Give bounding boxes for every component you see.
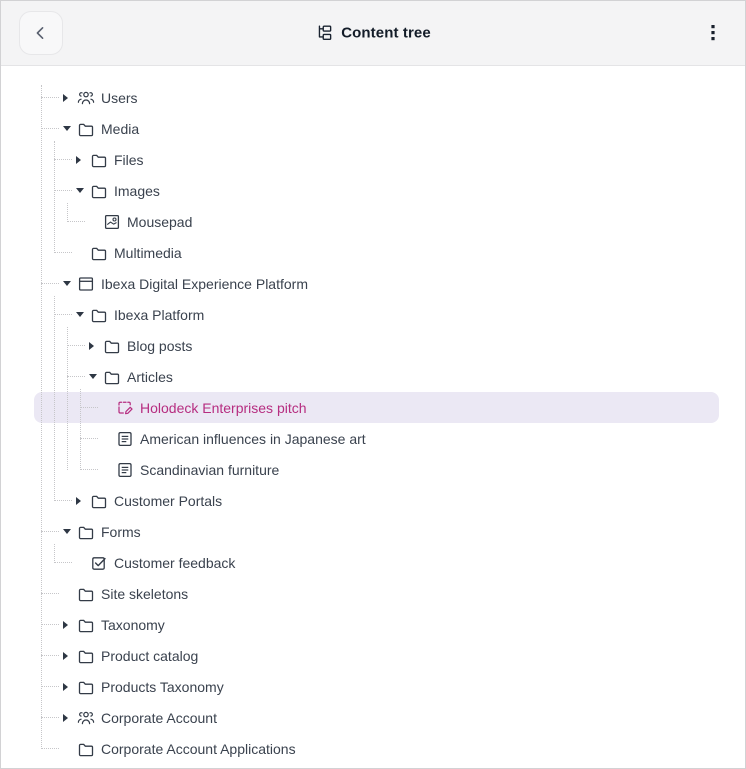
- tree-row[interactable]: Ibexa Platform: [54, 299, 745, 330]
- tree-node-images: [54, 175, 745, 237]
- tree-row[interactable]: Media: [41, 113, 745, 144]
- image-icon: [103, 213, 121, 231]
- tree-node-corporate-account: [41, 702, 745, 733]
- caret-right-icon[interactable]: [63, 652, 77, 660]
- tree-node-customer-feedback: [54, 547, 745, 578]
- tree-row[interactable]: Customer feedback: [54, 547, 745, 578]
- article-icon: [116, 461, 134, 479]
- tree-node-ibexa-dxp: [41, 268, 745, 516]
- tree-node-scandinavian-furniture: [80, 454, 745, 485]
- page-title: Content tree: [341, 24, 431, 42]
- tree-row[interactable]: Corporate Account: [41, 702, 745, 733]
- folder-icon: [90, 492, 108, 510]
- chevron-left-icon: [32, 24, 50, 42]
- tree-node-users: [41, 82, 745, 113]
- tree-row[interactable]: Mousepad: [67, 206, 745, 237]
- caret-right-icon[interactable]: [63, 621, 77, 629]
- caret-down-icon[interactable]: [63, 529, 77, 534]
- folder-icon: [77, 120, 95, 138]
- caret-down-icon[interactable]: [89, 374, 103, 379]
- folder-icon: [77, 585, 95, 603]
- caret-right-icon[interactable]: [63, 714, 77, 722]
- folder-icon: [90, 244, 108, 262]
- tree-node-ibexa-platform: [54, 299, 745, 485]
- folder-icon: [90, 182, 108, 200]
- folder-icon: [103, 337, 121, 355]
- caret-down-icon[interactable]: [76, 312, 90, 317]
- tree-node-multimedia: [54, 237, 745, 268]
- caret-down-icon[interactable]: [76, 188, 90, 193]
- caret-right-icon[interactable]: [89, 342, 103, 350]
- caret-right-icon[interactable]: [76, 497, 90, 505]
- content-tree: [1, 66, 745, 764]
- tree-row[interactable]: Multimedia: [54, 237, 745, 268]
- tree-row[interactable]: Taxonomy: [41, 609, 745, 640]
- folder-icon: [77, 740, 95, 758]
- tree-node-corporate-account-applications: [41, 733, 745, 764]
- panel-header: [1, 1, 745, 66]
- site-icon: [77, 275, 95, 293]
- caret-down-icon[interactable]: [63, 281, 77, 286]
- tree-node-product-catalog: [41, 640, 745, 671]
- tree-row[interactable]: Forms: [41, 516, 745, 547]
- tree-row[interactable]: Products Taxonomy: [41, 671, 745, 702]
- folder-icon: [103, 368, 121, 386]
- folder-icon: [90, 151, 108, 169]
- tree-node-blog-posts: [67, 330, 745, 361]
- tree-node-taxonomy: [41, 609, 745, 640]
- tree-node-files: [54, 144, 745, 175]
- tree-row[interactable]: Scandinavian furniture: [80, 454, 745, 485]
- tree-row[interactable]: Articles: [67, 361, 745, 392]
- folder-icon: [77, 647, 95, 665]
- tree-row[interactable]: Blog posts: [67, 330, 745, 361]
- tree-node-media: [41, 113, 745, 268]
- tree-row[interactable]: Users: [41, 82, 745, 113]
- panel-title-group: [315, 24, 431, 43]
- folder-icon: [77, 678, 95, 696]
- users-icon: [77, 709, 95, 727]
- tree-node-site-skeletons: [41, 578, 745, 609]
- tree-row[interactable]: Customer Portals: [54, 485, 745, 516]
- users-icon: [77, 89, 95, 107]
- folder-icon: [77, 523, 95, 541]
- tree-node-american-influences: [80, 423, 745, 454]
- folder-icon: [90, 306, 108, 324]
- kebab-menu-icon: [711, 25, 715, 41]
- caret-down-icon[interactable]: [63, 126, 77, 131]
- tree-node-forms: [41, 516, 745, 578]
- tree-row[interactable]: Product catalog: [41, 640, 745, 671]
- draft-edit-icon: [116, 399, 134, 417]
- folder-icon: [77, 616, 95, 634]
- tree-row[interactable]: Site skeletons: [41, 578, 745, 609]
- tree-node-mousepad: [67, 206, 745, 237]
- tree-row[interactable]: Corporate Account Applications: [41, 733, 745, 764]
- form-check-icon: [90, 554, 108, 572]
- kebab-menu-button[interactable]: [699, 19, 727, 47]
- tree-row[interactable]: Files: [54, 144, 745, 175]
- tree-node-articles: [67, 361, 745, 485]
- tree-node-holodeck-pitch: [80, 392, 745, 423]
- tree-row-selected[interactable]: Holodeck Enterprises pitch: [80, 392, 745, 423]
- back-button[interactable]: [19, 11, 63, 55]
- content-tree-icon: [315, 24, 334, 43]
- article-icon: [116, 430, 134, 448]
- tree-row[interactable]: American influences in Japanese art: [80, 423, 745, 454]
- caret-right-icon[interactable]: [63, 683, 77, 691]
- tree-node-customer-portals: [54, 485, 745, 516]
- caret-right-icon[interactable]: [76, 156, 90, 164]
- tree-row[interactable]: Ibexa Digital Experience Platform: [41, 268, 745, 299]
- caret-right-icon[interactable]: [63, 94, 77, 102]
- tree-node-products-taxonomy: [41, 671, 745, 702]
- tree-row[interactable]: Images: [54, 175, 745, 206]
